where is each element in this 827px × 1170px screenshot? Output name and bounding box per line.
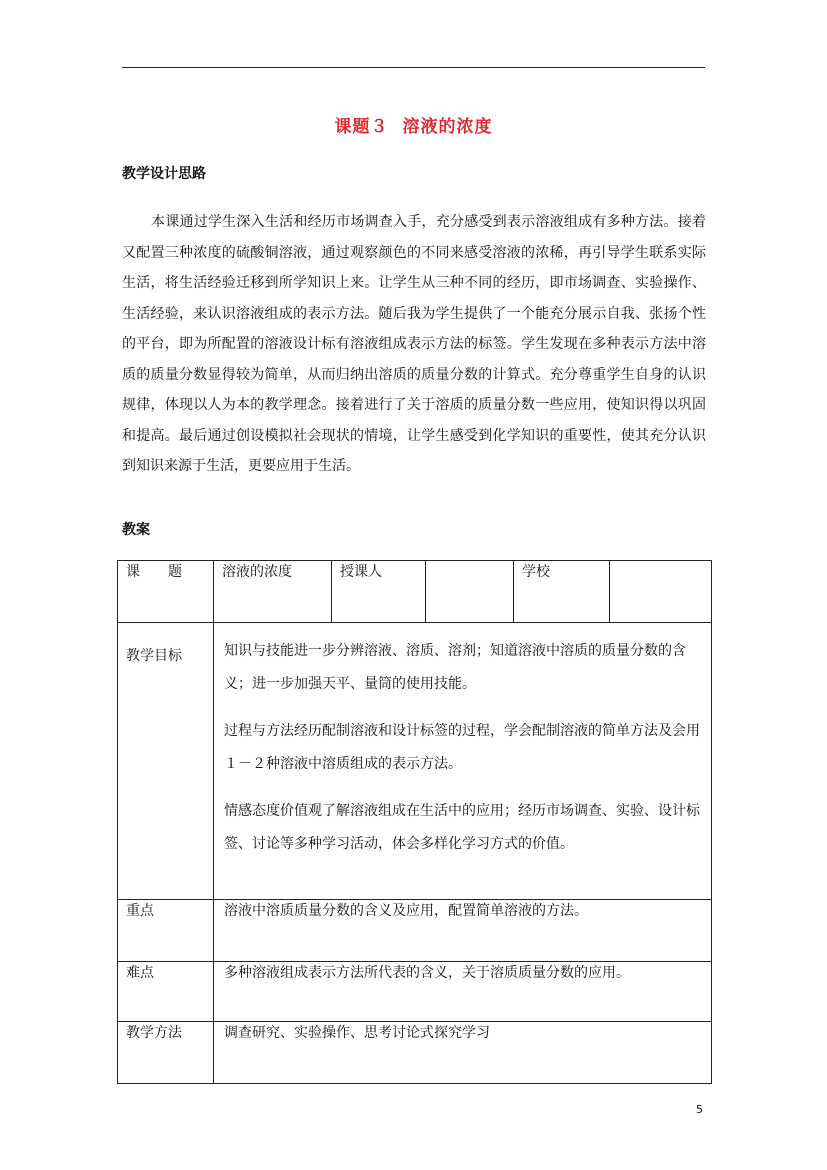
methods-label: 教学方法 [118,1022,214,1084]
school-label: 学校 [514,561,610,623]
teacher-value [426,561,514,623]
title-topic: 溶液的浓度 [402,117,493,137]
page-title [0,112,827,137]
table-row-difficulties [118,962,712,1022]
design-paragraph: 本课通过学生深入生活和经历市场调查入手，充分感受到表示溶液组成有多种方法。接着又配置三种浓度的硫酸铜溶液，通过观察颜色的不同来感受溶液的浓稀，再引导学生联系实际生活，将生活经验迁移到所学知识上来。让学生从三种不同的经历，即市场调查、实验操作、生活经验，来认识溶液组成的表示方法。随后我为学生提供了一个能充分展示自我、张扬个性的平台，即为所配置的溶液设计标有溶液组成表示方法的标签。学生发现在多种表示方法中溶质的质量分数显得较为简单，从而归纳出溶质的质量分数的计算式。充分尊重学生自身的认识规律，体现以人为本的教学理念。接着进行了关于溶质的质量分数一些应用，使知识得以巩固和提高。最后通过创设模拟社会现状的情境，让学生感受到化学知识的重要性，使其充分认识到知识来源于生活，更要应用于生活。 [122,214,706,474]
topic-label: 课 题 [118,561,214,623]
key-points-label: 重点 [118,900,214,962]
difficulties-label: 难点 [118,962,214,1022]
goal-knowledge: 知识与技能进一步分辨溶液、溶质、溶剂；知道溶液中溶质的质量分数的含义；进一步加强天平、量筒的使用技能。 [224,643,686,692]
difficulties-value: 多种溶液组成表示方法所代表的含义，关于溶质质量分数的应用。 [214,962,712,1022]
table-row-key-points [118,900,712,962]
goals-content [214,623,712,900]
section-heading-design: 教学设计思路 [122,166,206,182]
lesson-plan-table [117,560,712,1084]
topic-value: 溶液的浓度 [214,561,332,623]
section-heading-lesson-plan: 教案 [122,522,150,538]
page-number: 5 [696,1103,703,1116]
goal-process: 过程与方法经历配制溶液和设计标签的过程，学会配制溶液的简单方法及会用１－２种溶液中溶质组成的表示方法。 [224,723,700,772]
key-points-value: 溶液中溶质质量分数的含义及应用，配置简单溶液的方法。 [214,900,712,962]
title-lesson-number: 课题３ [334,117,389,137]
header-rule [122,67,705,68]
table-row-topic [118,561,712,623]
table-row-methods [118,1022,712,1084]
goal-attitude: 情感态度价值观了解溶液组成在生活中的应用；经历市场调查、实验、设计标签、讨论等多种学习活动，体会多样化学习方式的价值。 [224,803,700,852]
school-value [610,561,712,623]
goals-label: 教学目标 [118,623,214,900]
table-row-goals [118,623,712,900]
methods-value: 调查研究、实验操作、思考讨论式探究学习 [214,1022,712,1084]
teacher-label: 授课人 [332,561,426,623]
